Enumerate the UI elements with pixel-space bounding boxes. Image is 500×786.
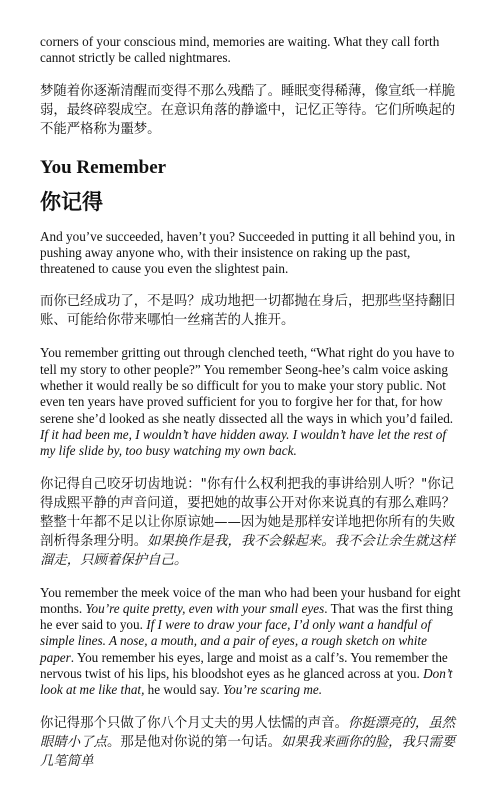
paragraph-text: You remember the meek voice of the man who had been your husband for eight months. [40, 584, 461, 616]
paragraph-text: 你记得自己咬牙切齿地说："你有什么权利把我的事讲给别人听？"你记得成熙平静的声音问道，要把她的故事公开对你来说真的有那么难吗？整整十年都不足以让你原谅她——因为她是那样安详地把你所有的失败剖析得条理分明。 [40, 476, 456, 549]
paragraph-italic: You’re quite pretty, even with your small eyes [85, 600, 325, 616]
paragraph-italic: If it had been me, I wouldn’t have hidden away. I wouldn’t have let the rest of my life slide by, too busy watching my own back. [40, 426, 447, 459]
paragraph-text: You remember gritting out through clenched teeth, “What right do you have to tell my story to other people?” You remember Seong-hee’s calm voice asking whether it would really be so difficult for you to make your story public. Not even ten years have proved sufficient for you to forgive her for that, for how serene she’d looked as she neatly dissected all the ways in which you’d failed. [40, 345, 455, 426]
paragraph-en-husband [40, 585, 464, 699]
paragraph-en-intro: corners of your conscious mind, memories are waiting. What they call forth cannot strictly be called nightmares. [40, 34, 440, 66]
paragraph-italic: Don’t look at me like that, [40, 666, 453, 698]
paragraph-text: 。那是他对你说的第一句话。 [106, 734, 282, 750]
document-body [40, 34, 464, 786]
paragraph-italic: If I were to draw your face, I’d only want a handful of simple lines. A nose, a mouth, and a pair of eyes, a rough sketch on white paper [40, 617, 432, 665]
paragraph-zh-gritting [40, 475, 464, 570]
paragraph-zh-intro: 梦随着你逐渐清醒而变得不那么残酷了。睡眠变得稀薄，像宣纸一样脆弱，最终碎裂成空。在意识角落的静谧中，记忆正等待。它们所唤起的不能严格称为噩梦。 [40, 83, 456, 137]
paragraph-en-gritting [40, 345, 464, 459]
paragraph-italic: 如果我来画你的脸，我只需要几笔简单 [40, 734, 456, 769]
section-heading-zh: 你记得 [40, 189, 103, 214]
paragraph-italic: You’re scaring me. [223, 682, 323, 698]
paragraph-en-succeeded: And you’ve succeeded, haven’t you? Succeeded in putting it all behind you, in pushing away anyone who, with their insistence on raking up the past, threatened to cause you even the slightest pain. [40, 228, 456, 277]
paragraph-text: . You remember his eyes, large and moist as a calf’s. You remember the nervous twist of his lips, his bloodshot eyes as he glanced across at you. [40, 649, 448, 682]
paragraph-text: . That was the first thing he ever said to you. [40, 600, 453, 633]
paragraph-text: he would say. [144, 682, 220, 698]
paragraph-text: 你记得那个只做了你八个月丈夫的男人怯懦的声音。 [40, 715, 348, 731]
paragraph-italic: 如果换作是我，我不会躲起来。我不会让余生就这样溜走，只顾着保护自己。 [40, 533, 456, 568]
section-heading-en: You Remember [40, 156, 167, 178]
paragraph-zh-succeeded: 而你已经成功了，不是吗？成功地把一切都抛在身后，把那些坚持翻旧账、可能给你带来哪怕一丝痛苦的人推开。 [40, 294, 456, 329]
paragraph-italic: 你挺漂亮的，虽然眼睛小了点 [40, 715, 456, 750]
paragraph-zh-husband [40, 714, 464, 771]
